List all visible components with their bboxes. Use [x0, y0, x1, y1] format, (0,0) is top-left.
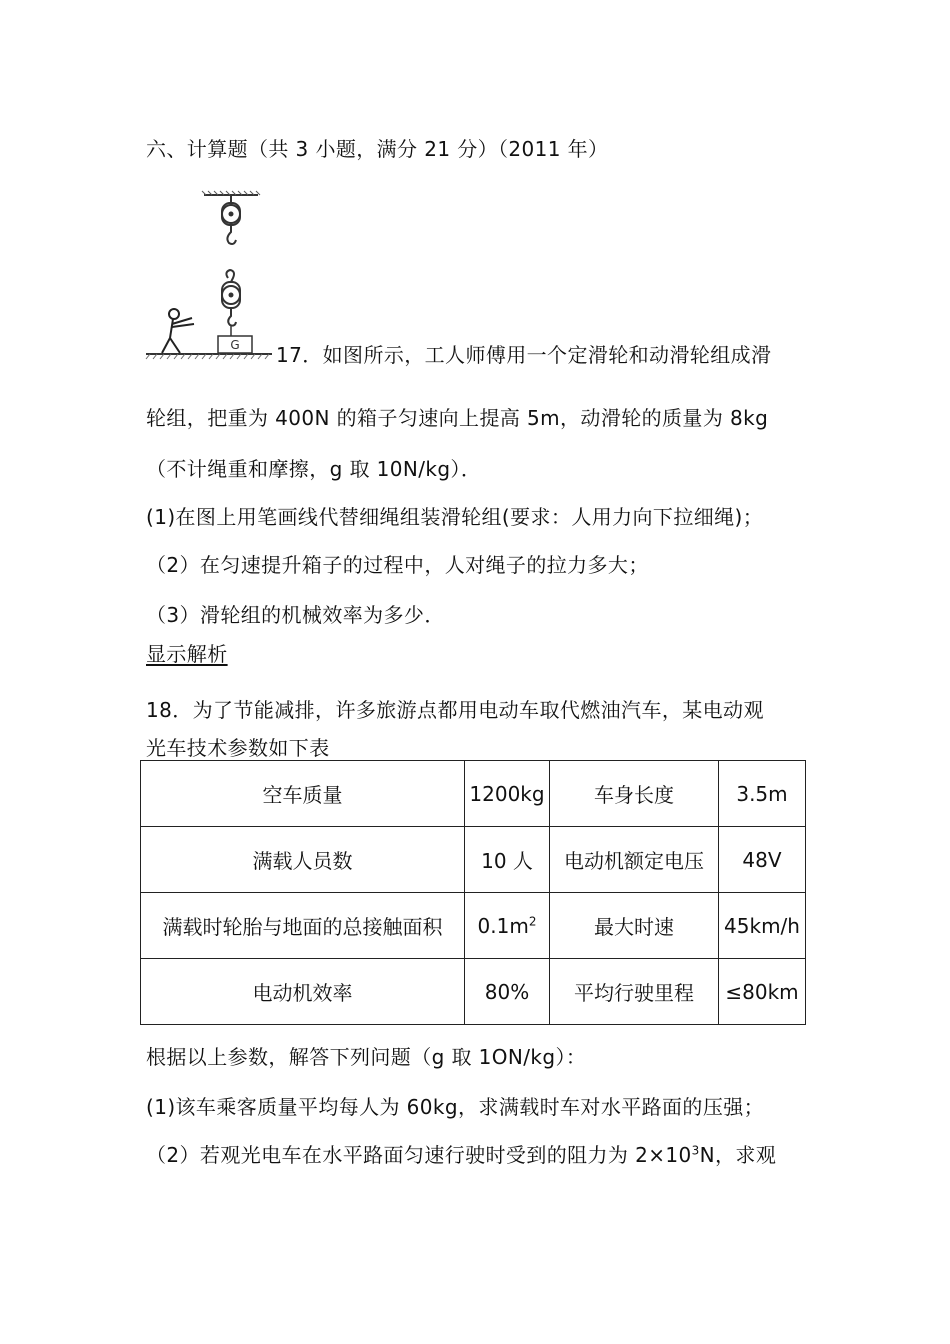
table-cell: 车身长度: [550, 761, 719, 827]
q18-after-table: 根据以上参数，解答下列问题（g 取 1ON/kg）：: [146, 1045, 587, 1069]
q18-sub2-exponent: 3: [691, 1143, 700, 1158]
table-cell: 空车质量: [141, 761, 465, 827]
q18-line2: 光车技术参数如下表: [146, 736, 330, 760]
table-row: [141, 761, 806, 827]
table-row: [141, 827, 806, 893]
table-cell: 电动机效率: [141, 959, 465, 1025]
table-cell: 10 人: [465, 827, 550, 893]
q17-line1: 17．如图所示，工人师傅用一个定滑轮和动滑轮组成滑: [276, 343, 772, 367]
q18-sub2: [146, 1143, 776, 1167]
q18-sub2-tail: N，求观: [699, 1143, 777, 1167]
movable-pulley: [222, 270, 240, 336]
q17-line3: （不计绳重和摩擦，g 取 10N/kg）．: [146, 457, 482, 481]
table-cell: 48V: [719, 827, 806, 893]
table-cell: 80%: [465, 959, 550, 1025]
section-header: 六、计算题（共 3 小题，满分 21 分）（2011 年）: [146, 137, 609, 161]
table-cell: 1200kg: [465, 761, 550, 827]
worker-figure: [162, 309, 194, 353]
table-cell: [465, 893, 550, 959]
table-cell: 最大时速: [550, 893, 719, 959]
pulley-figure: [140, 190, 276, 366]
q18-sub1: (1)该车乘客质量平均每人为 60kg，求满载时车对水平路面的压强；: [146, 1095, 765, 1119]
parameters-table: [140, 760, 806, 1025]
q18-line1: 18．为了节能减排，许多旅游点都用电动车取代燃油汽车，某电动观: [146, 698, 764, 722]
box-label: G: [230, 338, 240, 352]
area-exponent: 2: [528, 913, 537, 928]
area-value: 0.1m: [477, 913, 529, 938]
q17-sub3: （3）滑轮组的机械效率为多少．: [146, 603, 445, 627]
table-cell: 电动机额定电压: [550, 827, 719, 893]
table-cell: 45km/h: [719, 893, 806, 959]
pulley-diagram: [140, 190, 276, 366]
q17-sub2: （2）在匀速提升箱子的过程中，人对绳子的拉力多大；: [146, 553, 649, 577]
table-row: [141, 893, 806, 959]
table-cell: 平均行驶里程: [550, 959, 719, 1025]
table-cell: 满载时轮胎与地面的总接触面积: [141, 893, 465, 959]
q18-sub2-text: （2）若观光电车在水平路面匀速行驶时受到的阻力为 2×10: [146, 1143, 692, 1167]
table-cell: 满载人员数: [141, 827, 465, 893]
q17-sub1: (1)在图上用笔画线代替细绳组装滑轮组(要求：人用力向下拉细绳)；: [146, 505, 764, 529]
q17-line2: 轮组，把重为 400N 的箱子匀速向上提高 5m，动滑轮的质量为 8kg: [146, 406, 769, 430]
table-cell: ≤80km: [719, 959, 806, 1025]
table-row: [141, 959, 806, 1025]
show-solution-link[interactable]: 显示解析: [146, 642, 228, 666]
table-cell: 3.5m: [719, 761, 806, 827]
fixed-pulley: [222, 195, 240, 244]
